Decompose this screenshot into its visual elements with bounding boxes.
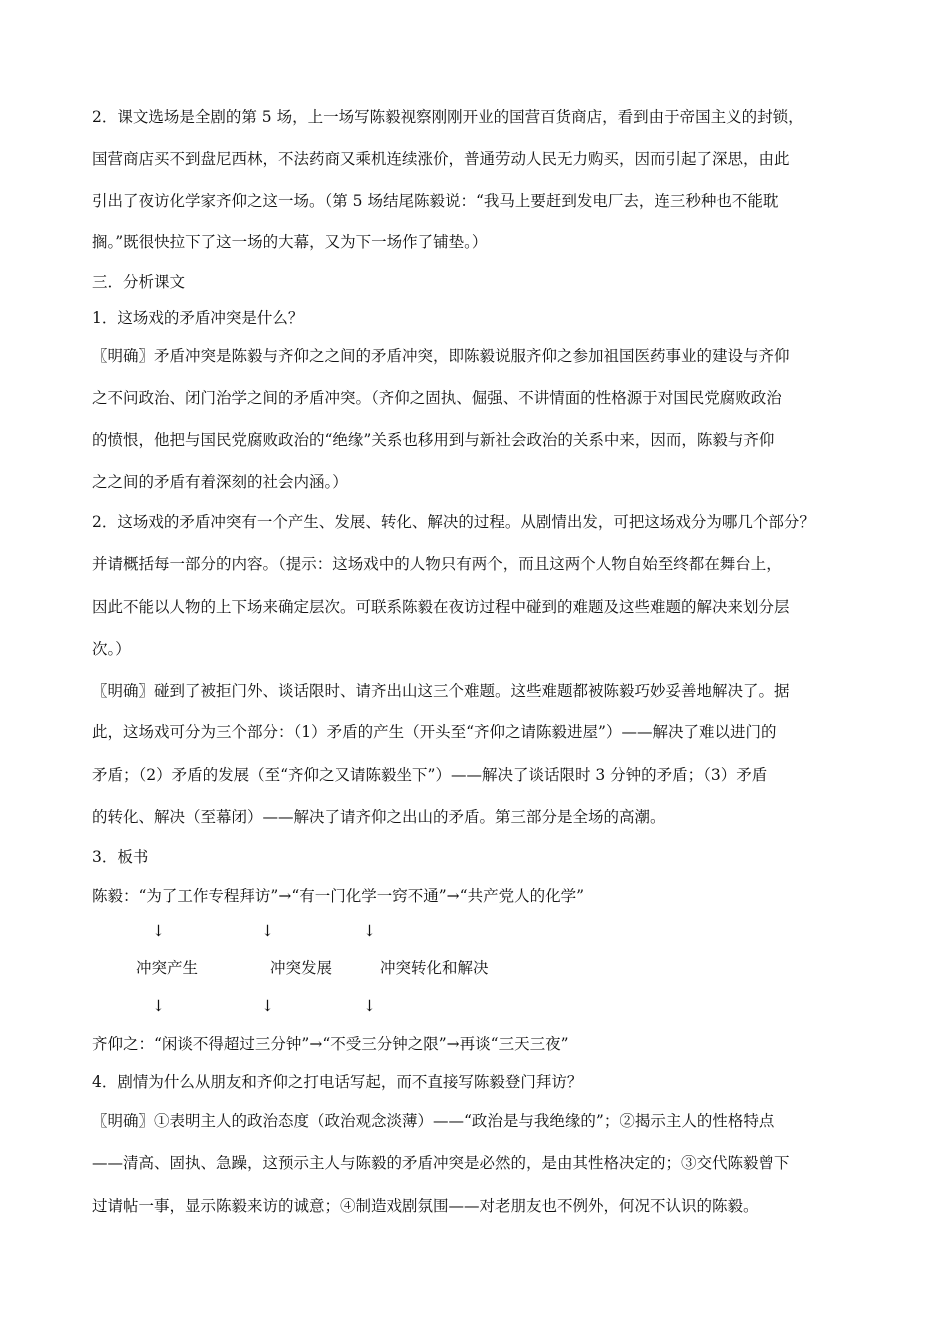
text-line: 〖明确〗矛盾冲突是陈毅与齐仰之之间的矛盾冲突，即陈毅说服齐仰之参加祖国医药事业的建设与齐仰 — [92, 347, 790, 365]
text-line: 国营商店买不到盘尼西林，不法药商又乘机连续涨价，普通劳动人民无力购买，因而引起了深思，由此 — [92, 150, 790, 168]
text-line: 〖明确〗①表明主人的政治态度（政治观念淡薄）——“政治是与我绝缘的”；②揭示主人的性格特点 — [92, 1112, 775, 1130]
text-line: ——清高、固执、急躁，这预示主人与陈毅的矛盾冲突是必然的，是由其性格决定的；③交代陈毅曾下 — [92, 1154, 790, 1172]
text-line: 的愤恨，他把与国民党腐败政治的“绝缘”关系也移用到与新社会政治的关系中来，因而，陈毅与齐仰 — [92, 431, 775, 449]
question-heading: 4．剧情为什么从朋友和齐仰之打电话写起，而不直接写陈毅登门拜访？ — [92, 1073, 583, 1091]
text-line: 〖明确〗碰到了被拒门外、谈话限时、请齐出山这三个难题。这些难题都被陈毅巧妙妥善地解决了。据 — [92, 682, 790, 700]
text-line: 次。） — [92, 640, 131, 658]
text-line: 过请帖一事，显示陈毅来访的诚意；④制造戏剧氛围——对老朋友也不例外，何况不认识的陈毅。 — [92, 1197, 759, 1215]
board-line-qiyangzhi: 齐仰之：“闲谈不得超过三分钟”→“不受三分钟之限”→再谈“三天三夜” — [92, 1035, 569, 1053]
down-arrow-icon: ↓ — [261, 922, 274, 940]
board-line-chenyi: 陈毅：“为了工作专程拜访”→“有一门化学一窍不通”→“共产党人的化学” — [92, 887, 585, 905]
down-arrow-icon: ↓ — [152, 997, 165, 1015]
text-line: 矛盾；（2）矛盾的发展（至“齐仰之又请陈毅坐下”）——解决了谈话限时 3 分钟的矛盾；（3）矛盾 — [92, 766, 768, 784]
down-arrow-icon: ↓ — [363, 922, 376, 940]
text-line: 的转化、解决（至幕闭）——解决了请齐仰之出山的矛盾。第三部分是全场的高潮。 — [92, 808, 666, 826]
subsection-heading: 3．板书 — [92, 848, 149, 866]
text-line: 2．课文选场是全剧的第 5 场，上一场写陈毅视察刚刚开业的国营百货商店，看到由于帝国主义的封锁， — [92, 108, 804, 126]
text-line: 之不问政治、闭门治学之间的矛盾冲突。（齐仰之固执、倔强、不讲情面的性格源于对国民党腐败政治 — [92, 389, 782, 407]
section-heading: 三．分析课文 — [92, 273, 186, 291]
question-heading: 2．这场戏的矛盾冲突有一个产生、发展、转化、解决的过程。从剧情出发，可把这场戏分为哪几个部分？ — [92, 513, 815, 531]
down-arrow-icon: ↓ — [261, 997, 274, 1015]
question-heading: 1．这场戏的矛盾冲突是什么？ — [92, 309, 304, 327]
stage-label: 冲突产生 — [136, 959, 199, 977]
board-arrow-row — [0, 995, 950, 1017]
down-arrow-icon: ↓ — [363, 997, 376, 1015]
board-arrow-row — [0, 920, 950, 942]
stage-label: 冲突发展 — [270, 959, 333, 977]
text-line: 之之间的矛盾有着深刻的社会内涵。） — [92, 473, 348, 491]
text-line: 此，这场戏可分为三个部分：（1）矛盾的产生（开头至“齐仰之请陈毅进屋”）——解决了难以进门的 — [92, 723, 777, 741]
text-line: 引出了夜访化学家齐仰之这一场。（第 5 场结尾陈毅说：“我马上要赶到发电厂去，连三秒种也不能耽 — [92, 192, 779, 210]
stage-label: 冲突转化和解决 — [380, 959, 489, 977]
text-line: 并请概括每一部分的内容。（提示：这场戏中的人物只有两个，而且这两个人物自始至终都在舞台上， — [92, 555, 782, 573]
down-arrow-icon: ↓ — [152, 922, 165, 940]
board-stage-row — [0, 957, 950, 979]
text-line: 搁。”既很快拉下了这一场的大幕，又为下一场作了铺垫。） — [92, 233, 488, 251]
text-line: 因此不能以人物的上下场来确定层次。可联系陈毅在夜访过程中碰到的难题及这些难题的解决来划分层 — [92, 598, 790, 616]
